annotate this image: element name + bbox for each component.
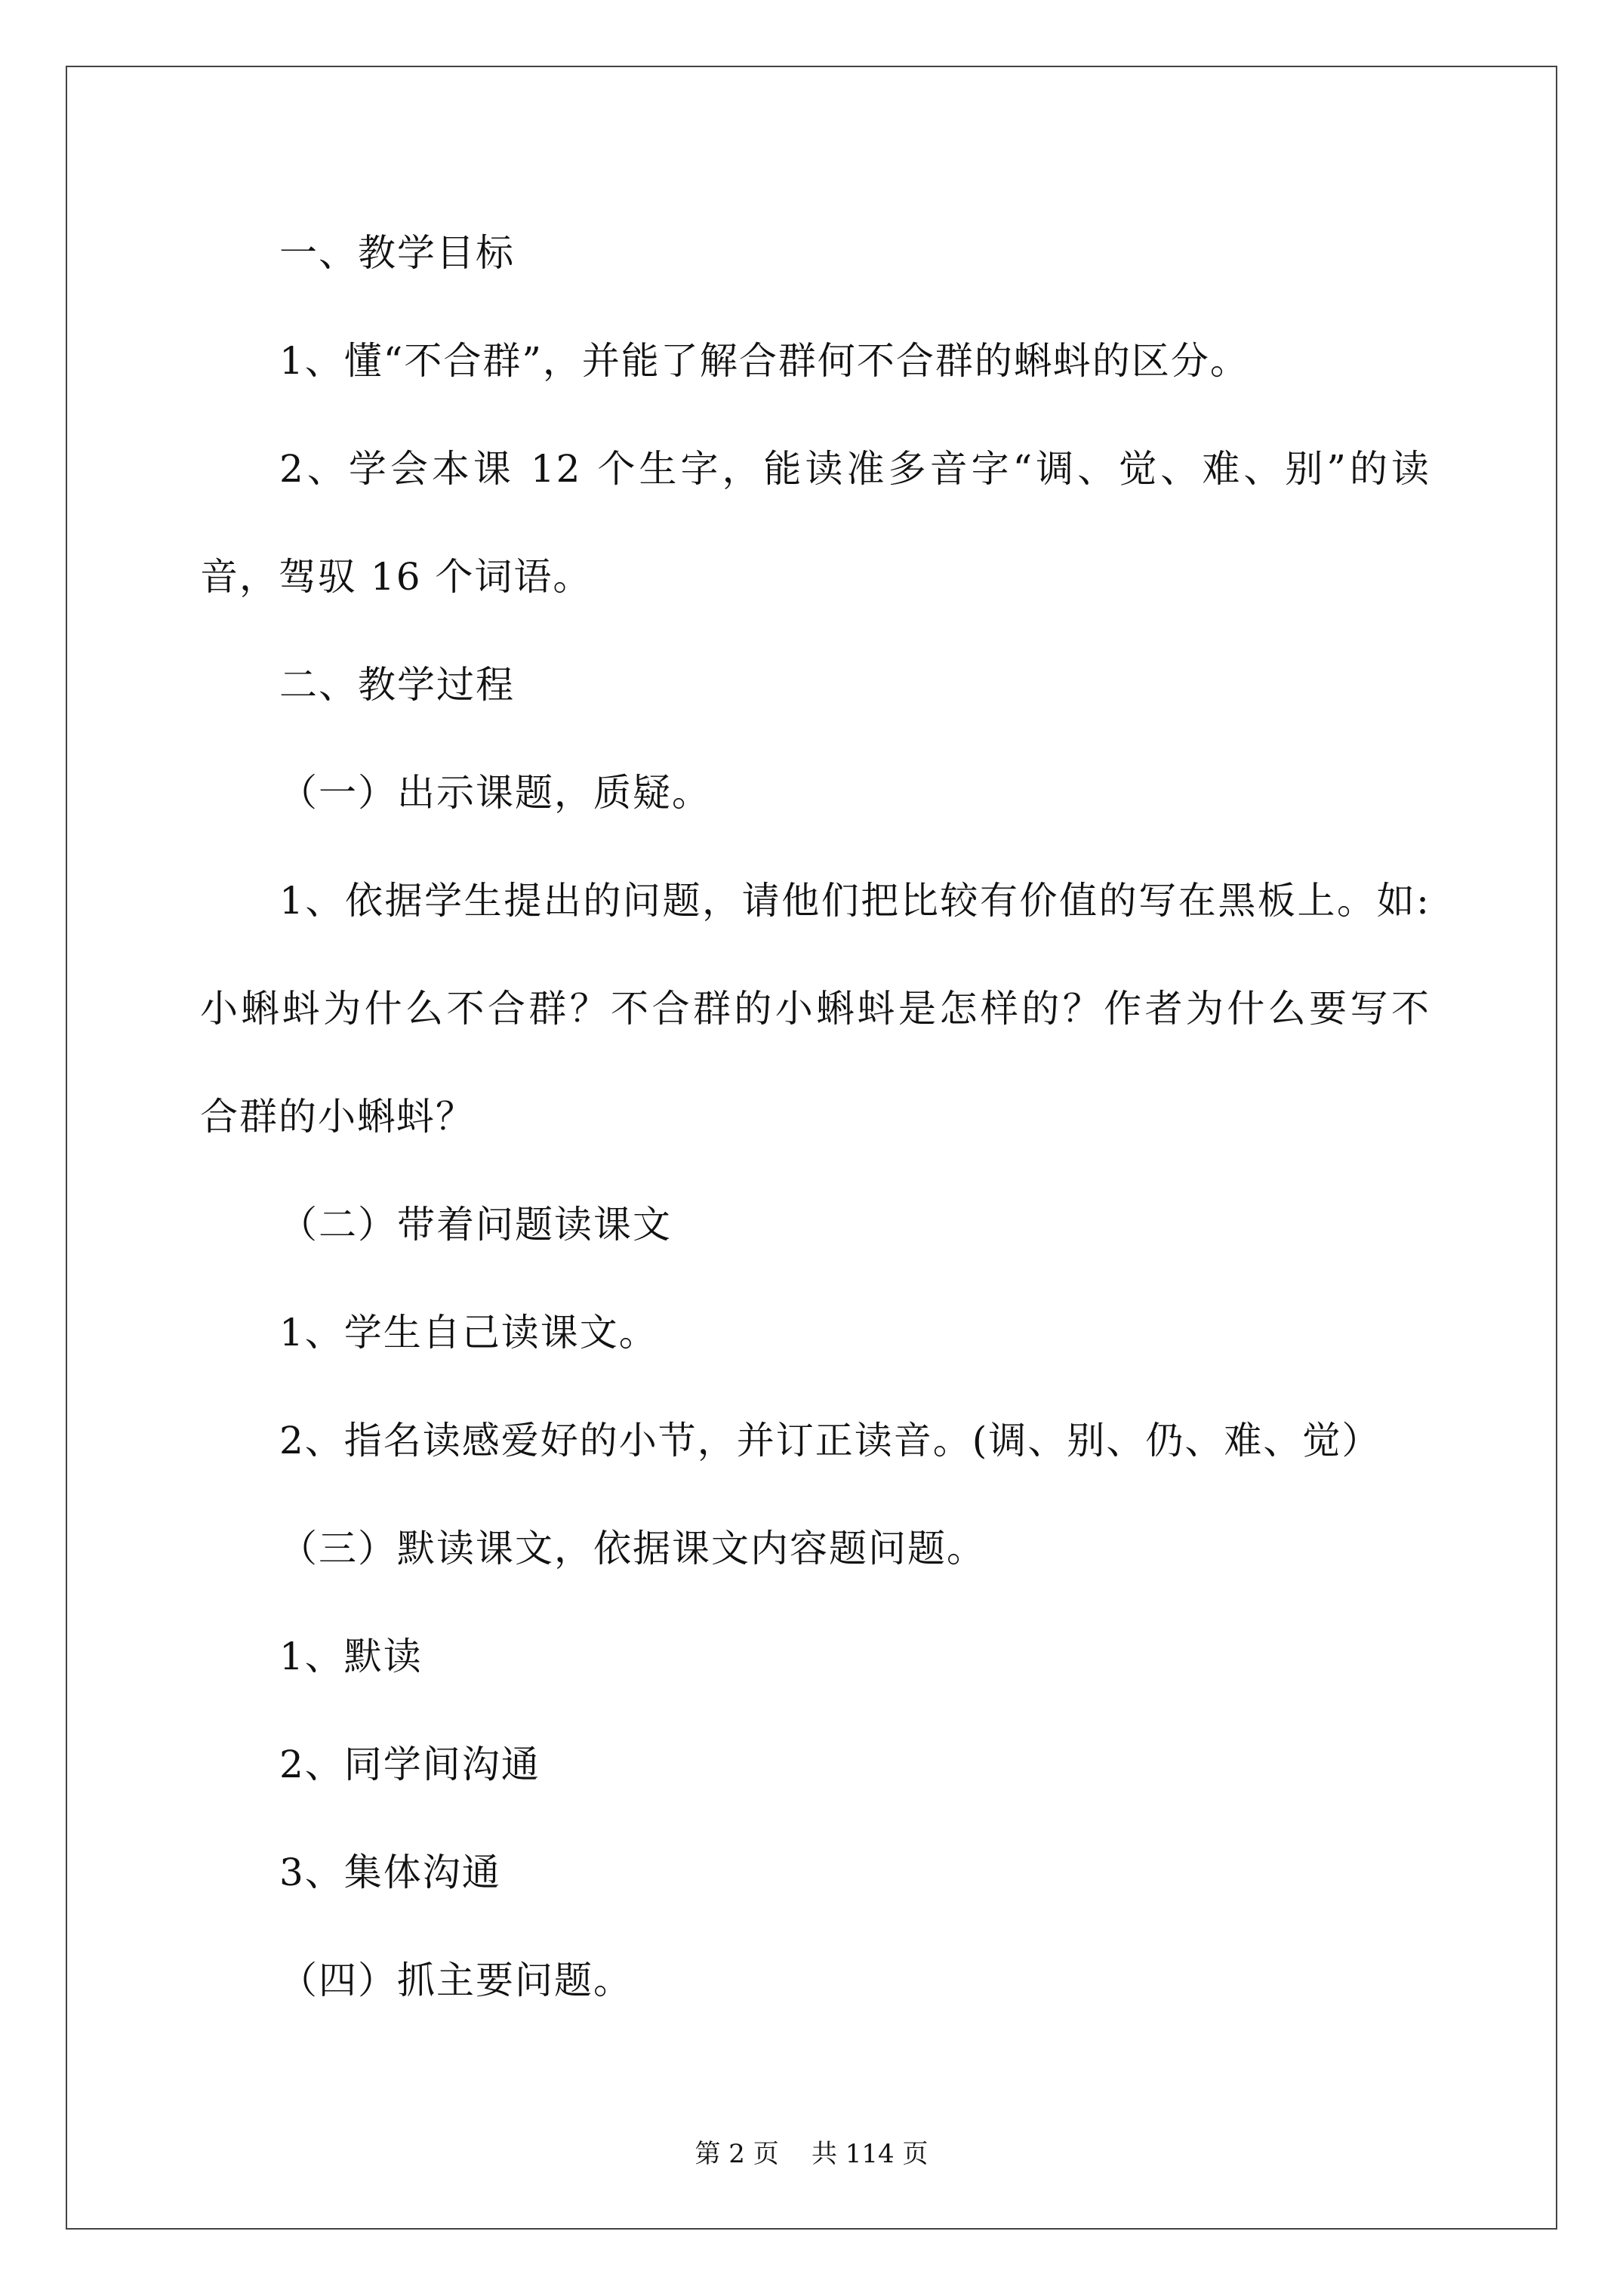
paragraph-line: 3、集体沟通 [279,1851,501,1894]
paragraph-line-text: 2、学会本课 12 个生字，能读准多音字“调、觉、难、别”的读 [279,447,1431,491]
page-border [66,66,1557,2230]
paragraph-line: 1、懂“不合群”，并能了解合群何不合群的蝌蚪的区分。 [279,339,1249,383]
paragraph-line: 1、默读 [279,1635,423,1678]
section-heading: （四）抓主要问题。 [279,1959,633,2002]
paragraph-line-text: 1、依据学生提出的问题，请他们把比较有价值的写在黑板上。如: [279,879,1431,923]
page-total: 共 114 页 [811,2139,929,2169]
paragraph-line: 2、同学间沟通 [279,1743,540,1786]
paragraph-line: 音，驾驭 16 个词语。 [200,555,593,599]
paragraph-line [200,986,1431,1031]
paragraph-line: 2、指名读感爱好的小节，并订正读音。(调、别、仍、难、觉） [279,1419,1381,1462]
paragraph-line [279,878,1431,923]
page-footer [0,2139,1623,2169]
paragraph-line-text: 小蝌蚪为什么不合群？不合群的小蝌蚪是怎样的？作者为什么要写不 [200,987,1431,1031]
paragraph-line [279,446,1431,492]
heading-teaching-process: 二、教学过程 [279,663,515,707]
paragraph-line: 合群的小蝌蚪？ [200,1095,475,1139]
page-number: 第 2 页 [694,2139,779,2169]
section-heading: （二）带着问题读课文 [279,1203,672,1247]
section-heading: （三）默读课文，依据课文内容题问题。 [279,1527,986,1570]
paragraph-line: 1、学生自己读课文。 [279,1311,658,1354]
section-heading: （一）出示课题，质疑。 [279,771,711,815]
heading-teaching-goals: 一、教学目标 [279,231,515,275]
